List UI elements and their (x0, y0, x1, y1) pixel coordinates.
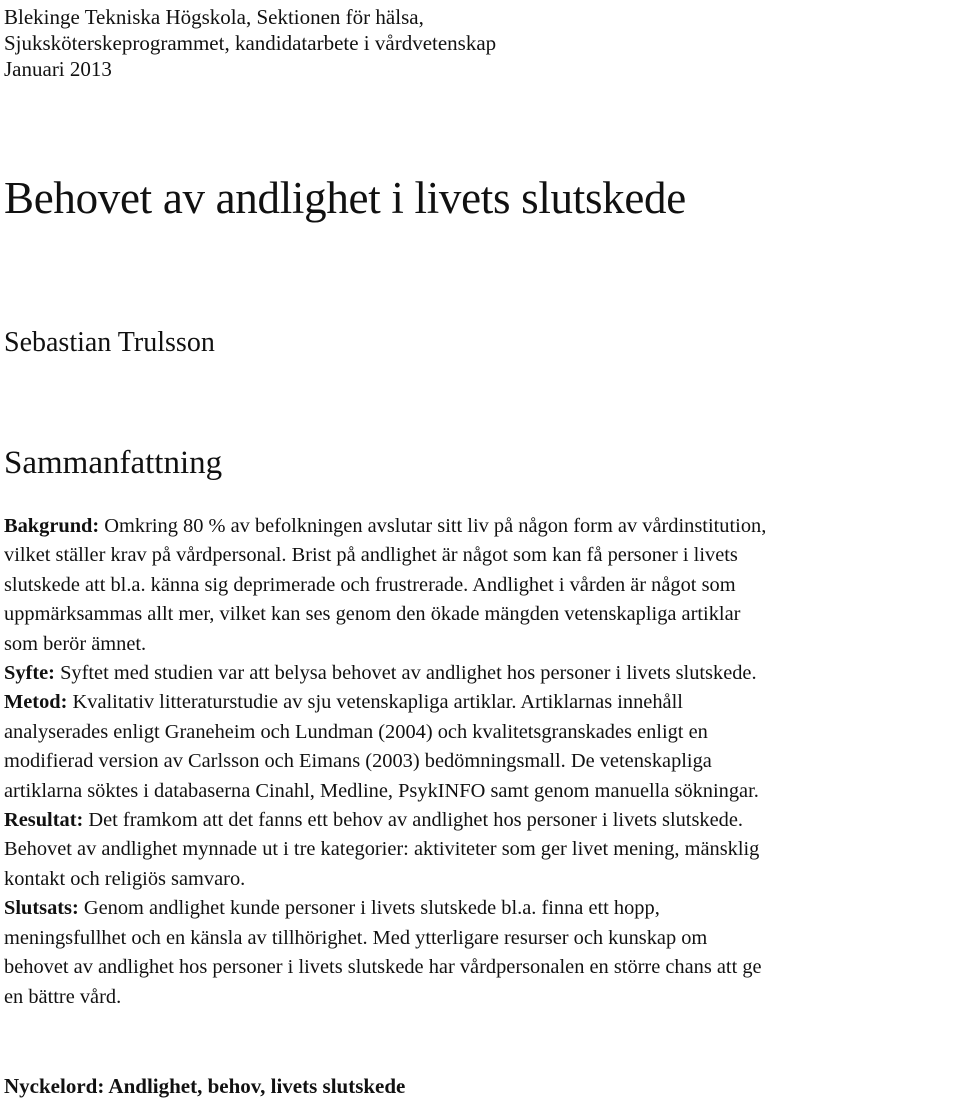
slutsats-label: Slutsats: (4, 897, 79, 920)
abstract-line: meningsfullhet och en känsla av tillhörighet. Med ytterligare resurser och kunskap om (4, 926, 708, 949)
keywords-text: Andlighet, behov, livets slutskede (104, 1074, 406, 1098)
syfte-label: Syfte: (4, 662, 55, 685)
slutsats-text: Genom andlighet kunde personer i livets slutskede bl.a. finna ett hopp, (78, 897, 660, 920)
abstract-line: slutskede att bl.a. känna sig deprimerade och frustrerade. Andlighet i vården är något som (4, 573, 736, 596)
document-title: Behovet av andlighet i livets slutskede (4, 173, 686, 223)
document-header (4, 4, 496, 82)
abstract-line: modifierad version av Carlsson och Eimans (2003) bedömningsmall. De vetenskapliga (4, 750, 712, 773)
metod-label: Metod: (4, 691, 68, 714)
abstract-line: analyserades enligt Graneheim och Lundman (2004) och kvalitetsgranskades enligt en (4, 720, 708, 743)
abstract-line: vilket ställer krav på vårdpersonal. Brist på andlighet är något som kan få personer i livets (4, 544, 738, 567)
abstract-line (4, 688, 958, 717)
keywords-label: Nyckelord: (4, 1074, 105, 1098)
resultat-label: Resultat: (4, 809, 84, 832)
abstract-line: uppmärksammas allt mer, vilket kan ses genom den ökade mängden vetenskapliga artiklar (4, 603, 741, 626)
metod-text: Kvalitativ litteraturstudie av sju vetenskapliga artiklar. Artiklarnas innehåll (67, 691, 683, 714)
header-program: Sjuksköterskeprogrammet, kandidatarbete i vårdvetenskap (4, 31, 497, 55)
abstract-line: som berör ämnet. (4, 632, 147, 655)
resultat-text: Det framkom att det fanns ett behov av andlighet hos personer i livets slutskede. (83, 809, 743, 832)
abstract-line: behovet av andlighet hos personer i livets slutskede har vårdpersonalen en större chans att ge (4, 956, 762, 979)
abstract-line (4, 806, 958, 835)
abstract-line: Behovet av andlighet mynnade ut i tre kategorier: aktiviteter som ger livet mening, mänsklig (4, 838, 760, 861)
abstract-line: kontakt och religiös samvaro. (4, 867, 246, 890)
abstract-line (4, 659, 958, 688)
abstract-line: artiklarna söktes i databaserna Cinahl, Medline, PsykINFO samt genom manuella sökningar. (4, 779, 759, 802)
header-date: Januari 2013 (4, 57, 112, 81)
bakgrund-text: Omkring 80 % av befolkningen avslutar sitt liv på någon form av vårdinstitution, (99, 515, 767, 537)
abstract-line: en bättre vård. (4, 985, 122, 1008)
summary-heading: Sammanfattning (4, 445, 223, 481)
abstract-body (4, 512, 958, 1012)
syfte-text: Syftet med studien var att belysa behovet av andlighet hos personer i livets slutskede. (54, 662, 757, 685)
abstract-line (4, 512, 958, 541)
abstract-line (4, 894, 958, 923)
header-institution: Blekinge Tekniska Högskola, Sektionen för hälsa, (4, 5, 424, 29)
bakgrund-label: Bakgrund: (4, 515, 100, 537)
author-name: Sebastian Trulsson (4, 327, 215, 358)
keywords (4, 1072, 405, 1100)
